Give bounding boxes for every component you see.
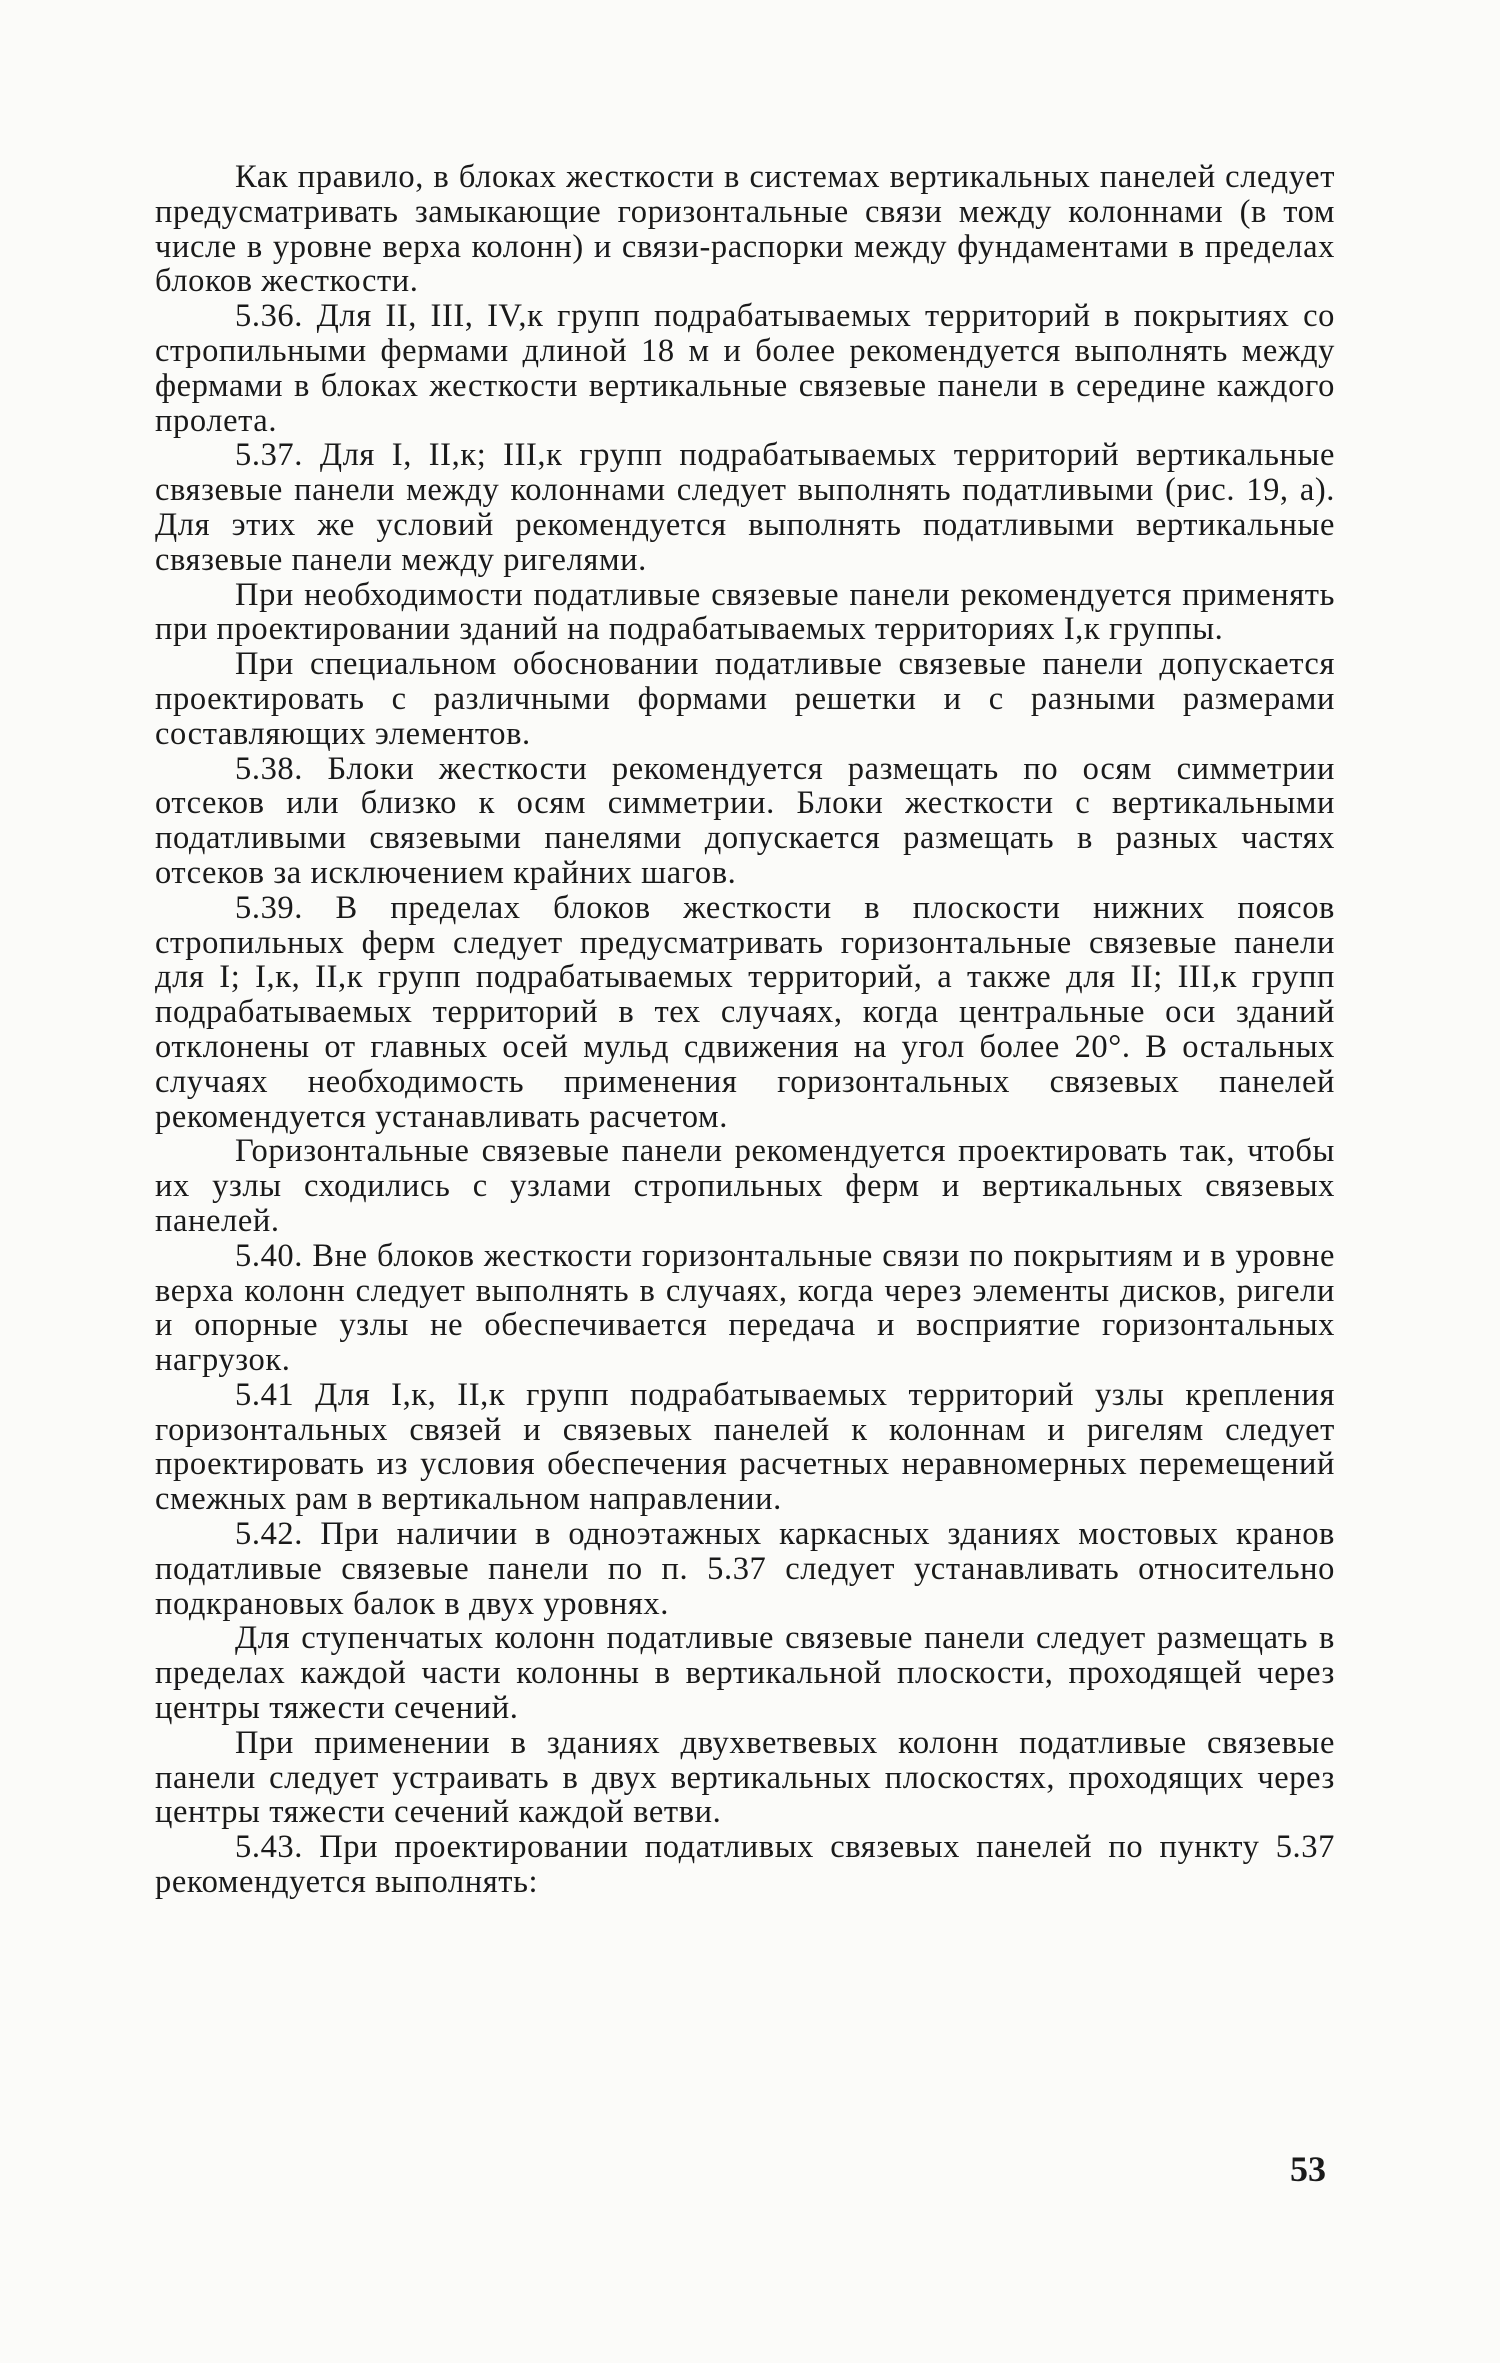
paragraph-5-40: 5.40. Вне блоков жесткости горизонтальные связи по покрытиям и в уровне верха колонн следует выполнять в случаях, когда через элементы дисков, ригели и опорные узлы не обеспечивается передача и восприятие горизонтальных нагрузок.	[155, 1237, 1335, 1379]
paragraph-5-43: 5.43. При проектировании податливых связевых панелей по пункту 5.37 рекомендуется выполнять:	[155, 1829, 1335, 1901]
paragraph-5-36: 5.36. Для II, III, IV,к групп подрабатываемых территорий в покрытиях со стропильными фермами длиной 18 м и более рекомендуется выполнять между фермами в блоках жесткости вертикальные связевые панели в середине каждого пролета.	[155, 298, 1335, 439]
paragraph-5-38: 5.38. Блоки жесткости рекомендуется размещать по осям симметрии отсеков или близко к осям симметрии. Блоки жесткости с вертикальными податливыми связевыми панелями допускается размещать в разных частях отсеков за исключением крайних шагов.	[155, 750, 1335, 891]
body-text	[155, 160, 1335, 1900]
paragraph-5-37-special: При специальном обосновании податливые связевые панели допускается проектировать с различными формами решетки и с разными размерами составляющих элементов.	[155, 646, 1335, 752]
paragraph-5-39: 5.39. В пределах блоков жесткости в плоскости нижних поясов стропильных ферм следует предусматривать горизонтальные связевые панели для I; I,к, II,к групп подрабатываемых территорий, а также для II; III,к групп подрабатываемых территорий в тех случаях, когда центральные оси зданий отклонены от главных осей мульд сдвижения на угол более 20°. В остальных случаях необходимость применения горизонтальных связевых панелей рекомендуется устанавливать расчетом.	[155, 889, 1335, 1135]
page-number: 53	[1290, 2149, 1326, 2189]
paragraph-5-41: 5.41 Для I,к, II,к групп подрабатываемых территорий узлы крепления горизонтальных связей и связевых панелей к колоннам и ригелям следует проектировать из условия обеспечения расчетных неравномерных перемещений смежных рам в вертикальном направлении.	[155, 1376, 1335, 1518]
paragraph-5-37-need: При необходимости податливые связевые панели рекомендуется применять при проектировании зданий на подрабатываемых территориях I,к группы.	[155, 576, 1335, 648]
paragraph-5-42-stepped: Для ступенчатых колонн податливые связевые панели следует размещать в пределах каждой части колонны в вертикальной плоскости, проходящей через центры тяжести сечений.	[155, 1620, 1335, 1727]
paragraph-5-42: 5.42. При наличии в одноэтажных каркасных зданиях мостовых кранов податливые связевые панели по п. 5.37 следует устанавливать относительно подкрановых балок в двух уровнях.	[155, 1516, 1335, 1622]
paragraph-5-39-horizontal: Горизонтальные связевые панели рекомендуется проектировать так, чтобы их узлы сходились с узлами стропильных ферм и вертикальных связевых панелей.	[155, 1133, 1335, 1239]
paragraph-intro: Как правило, в блоках жесткости в системах вертикальных панелей следует предусматривать замыкающие горизонтальные связи между колоннами (в том числе в уровне верха колонн) и связи-распорки между фундаментами в пределах блоков жесткости.	[155, 159, 1335, 300]
paragraph-5-42-twin: При применении в зданиях двухветвевых колонн податливые связевые панели следует устраивать в двух вертикальных плоскостях, проходящих через центры тяжести сечений каждой ветви.	[155, 1724, 1335, 1831]
paragraph-5-37: 5.37. Для I, II,к; III,к групп подрабатываемых территорий вертикальные связевые панели между колоннами следует выполнять податливыми (рис. 19, а). Для этих же условий рекомендуется выполнять податливыми вертикальные связевые панели между ригелями.	[155, 437, 1335, 578]
